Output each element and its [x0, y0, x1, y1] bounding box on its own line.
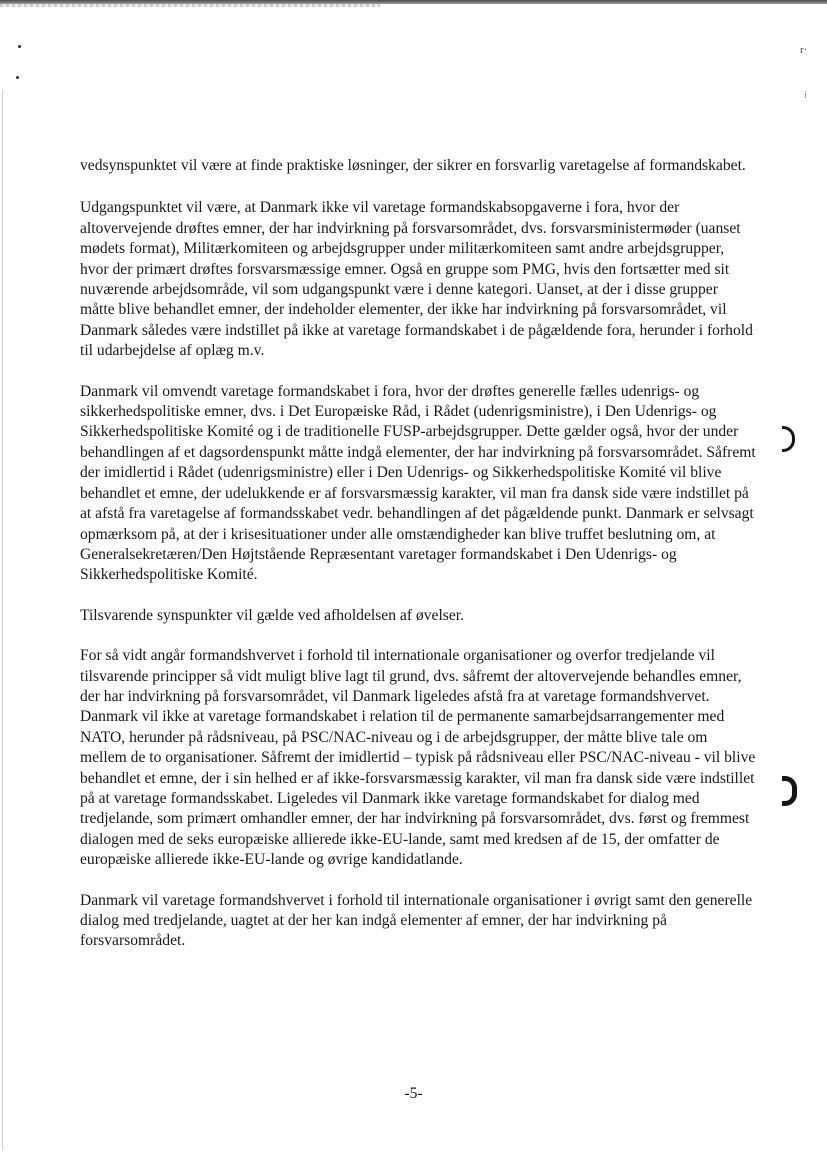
- paragraph: Danmark vil omvendt varetage formandskabet i fora, hvor der drøftes generelle fælles udenrigs- og sikkerhedspolitiske emner, dvs. i Det Europæiske Råd, i Rådet (udenrigsministre), i Den Udenrigs- og Sikkerhedspolitiske Komité og i de traditionelle FUSP-arbejdsgrupper. Dette gælder også, hvor der under behandlingen af et dagsordenspunkt måtte indgå elementer, der har indvirkning på forsvarsområdet. Såfremt der imidlertid i Rådet (udenrigsministre) eller i Den Udenrigs- og Sikkerhedspolitiske Komité vil blive behandlet et emne, der udelukkende er af forsvarsmæssig karakter, vil man fra dansk side være indstillet på at afstå fra varetagelse af formandsskabet vedr. behandlingen af det pågældende punkt. Danmark er selvsagt opmærksom på, at der i krisesituationer under alle omstændigheder kan blive truffet beslutning om, at Generalsekretæren/Den Højtstående Repræsentant varetager formandskabet i Den Udenrigs- og Sikkerhedspolitiske Komité.: [80, 382, 756, 584]
- corner-mark: i: [804, 90, 807, 101]
- document-body: [80, 156, 756, 972]
- paragraph: Tilsvarende synspunkter vil gælde ved afholdelsen af øvelser.: [80, 606, 464, 624]
- binder-punch-mark: [782, 776, 797, 806]
- binder-punch-mark: [782, 426, 795, 452]
- page-number: -5-: [404, 1085, 423, 1102]
- scan-speck: [16, 76, 19, 79]
- scan-speck: [18, 45, 21, 48]
- paragraph: vedsynspunktet vil være at finde praktiske løsninger, der sikrer en forsvarlig varetagelse af formandskabet.: [80, 157, 746, 174]
- paragraph: For så vidt angår formandshvervet i forhold til internationale organisationer og overfor tredjelande vil tilsvarende principper så vidt muligt blive lagt til grund, dvs. såfremt der altovervejende behandles emner, der har indvirkning på forsvarsområdet, vil Danmark ligeledes afstå fra at varetage formandshvervet. Danmark vil ikke at varetage formandskabet i relation til de permanente samarbejdsarrangementer med NATO, herunder på rådsniveau, på PSC/NAC-niveau og i de arbejdsgrupper, der måtte blive tale om mellem de to organisationer. Såfremt der imidlertid – typisk på rådsniveau eller PSC/NAC-niveau - vil blive behandlet et emne, der i sin helhed er af ikke-forsvarsmæssig karakter, vil man fra dansk side være indstillet på at varetage formandsskabet. Ligeledes vil Danmark ikke varetage formandskabet for dialog med tredjelande, som primært omhandler emner, der har indvirkning på forsvarsområdet, dvs. først og fremmest dialogen med de seks europæiske allierede ikke-EU-lande, samt med kredsen af de 15, der omfatter de europæiske allierede ikke-EU-lande og øvrige kandidatlande.: [80, 647, 756, 869]
- scan-edge-shade: [0, 4, 380, 7]
- paragraph: Udgangspunktet vil være, at Danmark ikke vil varetage formandskabsopgaverne i fora, hvor der altovervejende drøftes emner, der har indvirkning på forsvarsområdet, dvs. forsvarsministermøder (uanset mødets format), Militærkomiteen og arbejdsgrupper under militærkomiteen samt andre arbejdsgrupper, hvor der primært drøftes forsvarsmæssige emner. Også en gruppe som PMG, hvis den fortsætter med sit nuværende arbejdsområde, vil som udgangspunkt være i denne kategori. Uanset, at der i disse grupper måtte blive behandlet emner, der indeholder elementer, der ikke har indvirkning på forsvarsområdet, vil Danmark således være indstillet på ikke at varetage formandskabet i de pågældende fora, herunder i forhold til udarbejdelse af oplæg m.v.: [80, 199, 753, 360]
- left-margin-line: [2, 90, 3, 1150]
- corner-mark: r·: [800, 44, 808, 56]
- paragraph: Danmark vil varetage formandshvervet i forhold til internationale organisationer i øvrigt samt den generelle dialog med tredjelande, uagtet at der her kan indgå elementer af emner, der har indvirkning på forsvarsområdet.: [80, 891, 753, 950]
